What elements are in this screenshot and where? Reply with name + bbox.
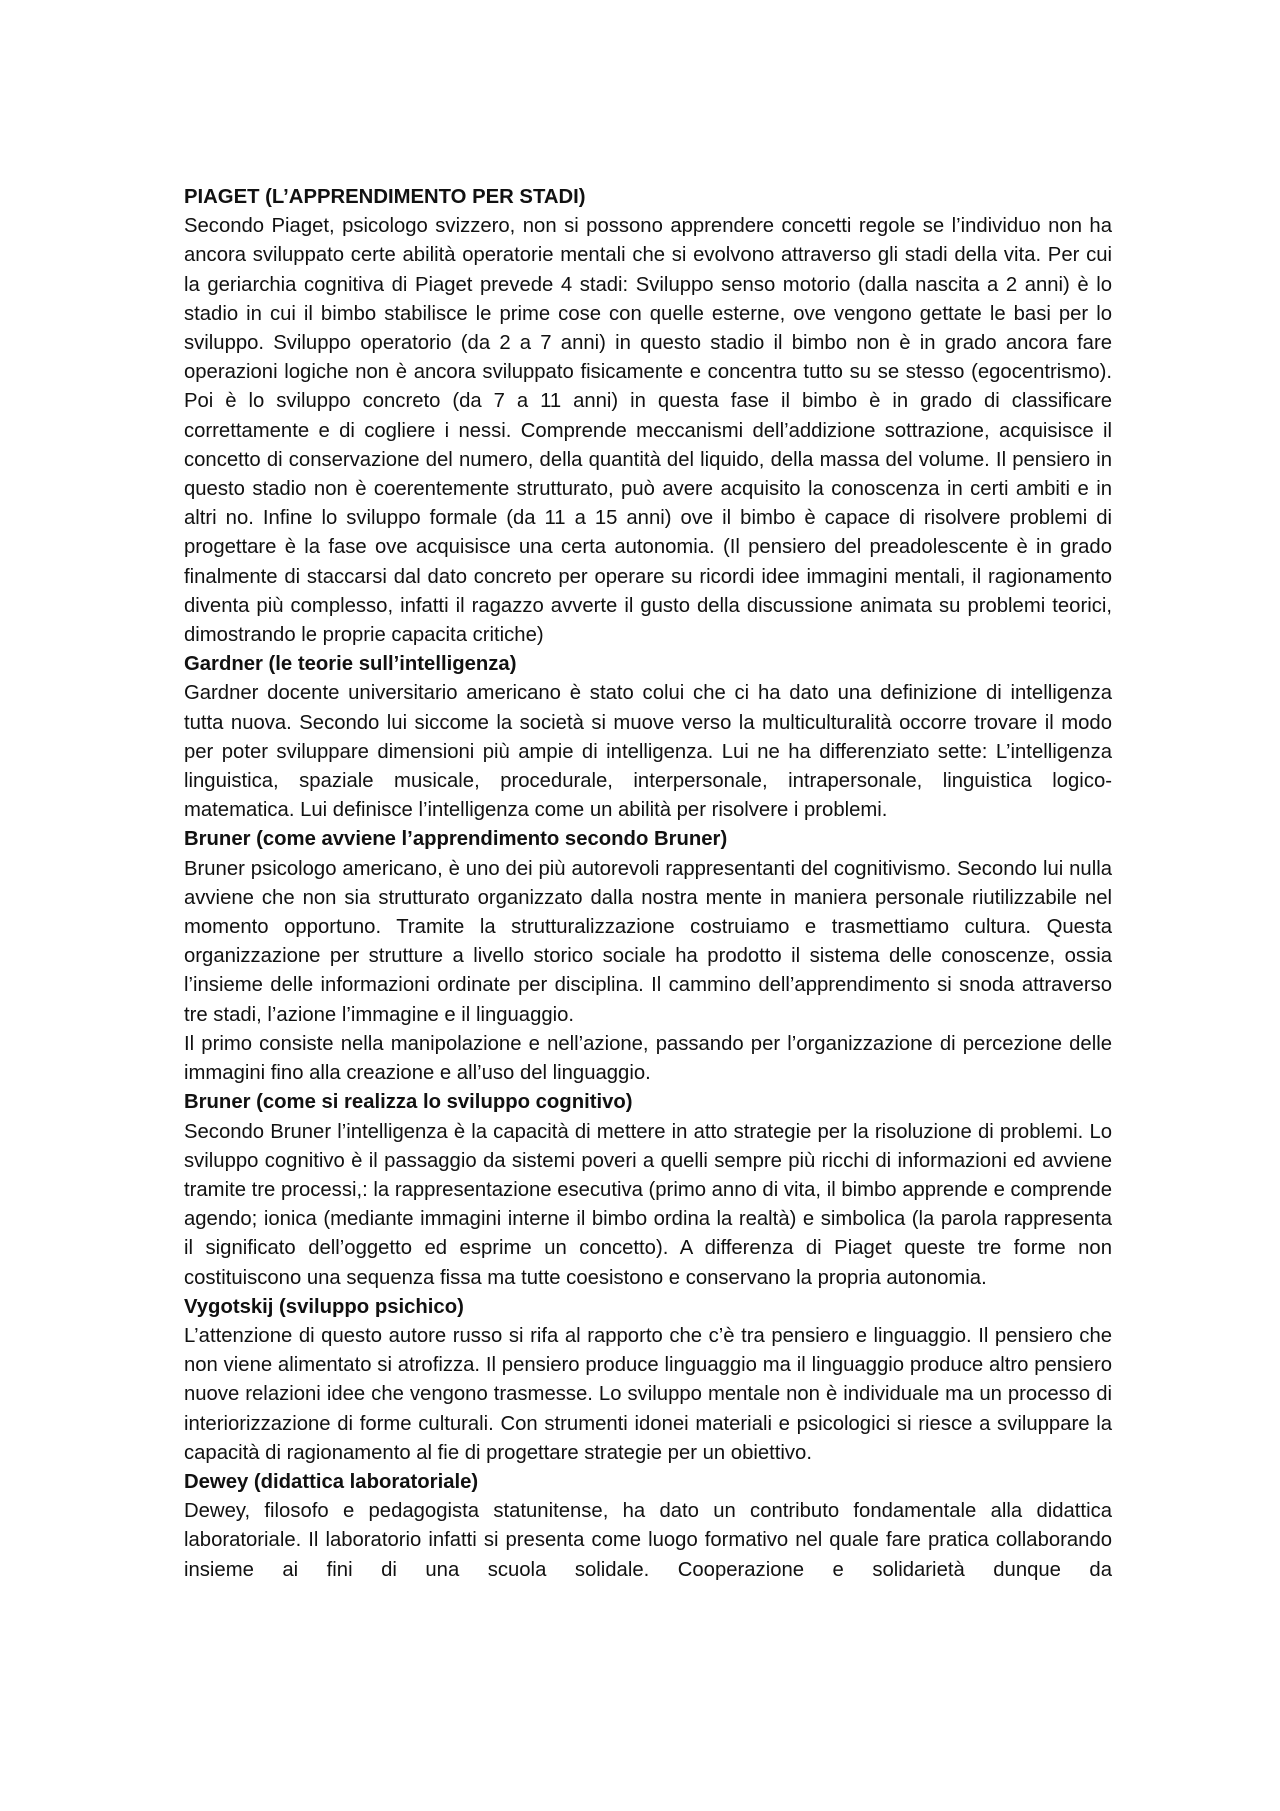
- section-paragraph: L’attenzione di questo autore russo si rifa al rapporto che c’è tra pensiero e linguaggio. Il pensiero che non viene alimentato si atrofizza. Il pensiero produce linguaggio ma il linguaggio produce altro pensiero nuove relazioni idee che vengono trasmesse. Lo sviluppo mentale non è individuale ma un processo di interiorizzazione di forme culturali. Con strumenti idonei materiali e psicologici si riesce a sviluppare la capacità di ragionamento al fie di progettare strategie per un obiettivo.: [184, 1324, 1112, 1464]
- section-heading: Bruner (come si realizza lo sviluppo cognitivo): [184, 1091, 633, 1114]
- section-dewey: [184, 1468, 1112, 1585]
- document-body: [184, 183, 1112, 1585]
- section-piaget: [184, 183, 1112, 650]
- section-paragraph: Il primo consiste nella manipolazione e nell’azione, passando per l’organizzazione di percezione delle immagini fino alla creazione e all’uso del linguaggio.: [184, 1032, 1112, 1085]
- section-bruner-apprendimento: [184, 825, 1112, 1088]
- section-paragraph: Bruner psicologo americano, è uno dei più autorevoli rappresentanti del cognitivismo. Secondo lui nulla avviene che non sia strutturato organizzato dalla nostra mente in maniera personale riutilizzabile nel momento opportuno. Tramite la strutturalizzazione costruiamo e trasmettiamo cultura. Questa organizzazione per strutture a livello storico sociale ha prodotto il sistema delle conoscenze, ossia l’insieme delle informazioni ordinate per disciplina. Il cammino dell’apprendimento si snoda attraverso tre stadi, l’azione l’immagine e il linguaggio.: [184, 857, 1112, 1026]
- section-paragraph: Secondo Bruner l’intelligenza è la capacità di mettere in atto strategie per la risoluzione di problemi. Lo sviluppo cognitivo è il passaggio da sistemi poveri a quelli sempre più ricchi di informazioni ed avviene tramite tre processi,: la rappresentazione esecutiva (primo anno di vita, il bimbo apprende e comprende agendo; ionica (mediante immagini interne il bimbo ordina la realtà) e simbolica (la parola rappresenta il significato dell’oggetto ed esprime un concetto). A differenza di Piaget queste tre forme non costituiscono una sequenza fissa ma tutte coesistono e conservano la propria autonomia.: [184, 1120, 1112, 1289]
- section-heading: Bruner (come avviene l’apprendimento secondo Bruner): [184, 828, 728, 851]
- section-vygotskij: [184, 1293, 1112, 1468]
- section-heading: Dewey (didattica laboratoriale): [184, 1470, 479, 1493]
- section-heading: Vygotskij (sviluppo psichico): [184, 1295, 464, 1318]
- section-paragraph: Gardner docente universitario americano è stato colui che ci ha dato una definizione di intelligenza tutta nuova. Secondo lui siccome la società si muove verso la multiculturalità occorre trovare il modo per poter sviluppare dimensioni più ampie di intelligenza. Lui ne ha differenziato sette: L’intelligenza linguistica, spaziale musicale, procedurale, interpersonale, intrapersonale, linguistica logico-matematica. Lui definisce l’intelligenza come un abilità per risolvere i problemi.: [184, 682, 1112, 822]
- section-paragraph: Secondo Piaget, psicologo svizzero, non si possono apprendere concetti regole se l’individuo non ha ancora sviluppato certe abilità operatorie mentali che si evolvono attraverso gli stadi della vita. Per cui la geriarchia cognitiva di Piaget prevede 4 stadi: Sviluppo senso motorio (dalla nascita a 2 anni) è lo stadio in cui il bimbo stabilisce le prime cose con quelle esterne, ove vengono gettate le basi per lo sviluppo. Sviluppo operatorio (da 2 a 7 anni) in questo stadio il bimbo non è in grado ancora fare operazioni logiche non è ancora sviluppato fisicamente e concentra tutto su se stesso (egocentrismo). Poi è lo sviluppo concreto (da 7 a 11 anni) in questa fase il bimbo è in grado di classificare correttamente e di cogliere i nessi. Comprende meccanismi dell’addizione sottrazione, acquisisce il concetto di conservazione del numero, della quantità del liquido, della massa del volume. Il pensiero in questo stadio non è coerentemente strutturato, può avere acquisito la conoscenza in certi ambiti e in altri no. Infine lo sviluppo formale (da 11 a 15 anni) ove il bimbo è capace di risolvere problemi di progettare è la fase ove acquisisce una certa autonomia. (Il pensiero del preadolescente è in grado finalmente di staccarsi dal dato concreto per operare su ricordi idee immagini mentali, il ragionamento diventa più complesso, infatti il ragazzo avverte il gusto della discussione animata su problemi teorici, dimostrando le proprie capacita critiche): [184, 215, 1112, 647]
- section-gardner: [184, 650, 1112, 825]
- section-bruner-sviluppo: [184, 1088, 1112, 1292]
- section-paragraph: Dewey, filosofo e pedagogista statunitense, ha dato un contributo fondamentale alla didattica laboratoriale. Il laboratorio infatti si presenta come luogo formativo nel quale fare pratica collaborando insieme ai fini di una scuola solidale. Cooperazione e solidarietà dunque da: [184, 1500, 1112, 1581]
- section-heading: PIAGET (L’APPRENDIMENTO PER STADI): [184, 186, 586, 208]
- section-heading: Gardner (le teorie sull’intelligenza): [184, 653, 517, 676]
